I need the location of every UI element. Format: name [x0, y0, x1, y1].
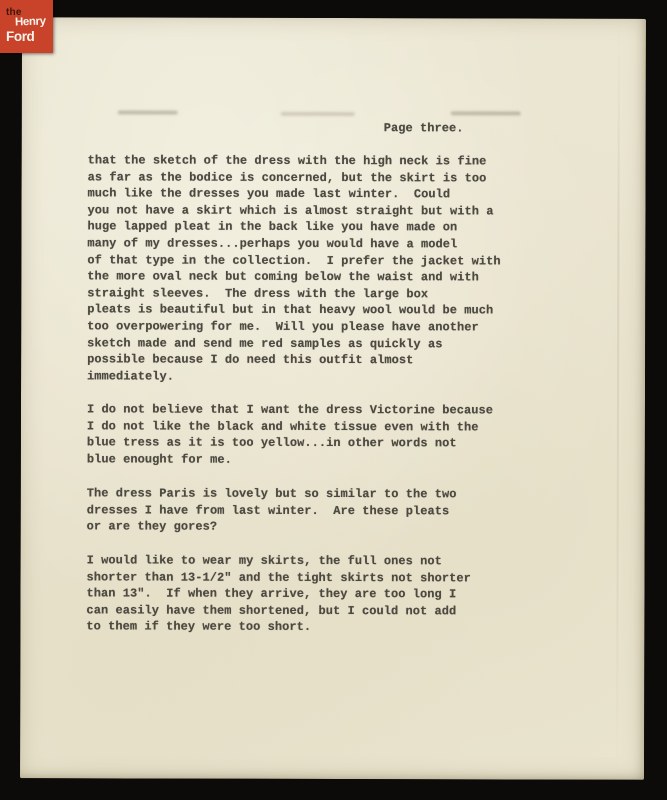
page-number-label: Page three. [383, 121, 464, 136]
logo-text-henry: Henry [14, 15, 46, 29]
logo-text-the: the [6, 7, 22, 18]
logo-text-ford: Ford [6, 29, 35, 44]
henry-ford-logo [0, 0, 53, 53]
letter-paragraph-1: that the sketch of the dress with the high neck is fine as far as the bodice is concerned, but the skirt is too much like the dresses you made last winter. Could you not have a skirt which is almost straight but with a huge lapped pleat in the back like you have made on many of my dresses...perhaps you would have a model of that type in the collection. I prefer the jacket with the more oval neck but coming below the waist and with straight sleeves. The dress with the large box pleats is beautiful but in that heavy wool would be much too overpowering for me. Will you please have another sketch made and send me red samples as quickly as possible because I do need this outfit almost immediately. [87, 153, 501, 384]
paper-crease [616, 19, 620, 780]
letter-paragraph-2: I do not believe that I want the dress Victorine because I do not like the black and white tissue even with the blue tress as it is too yellow...in other words not blue enought for me. [86, 402, 494, 467]
letter-paragraph-3: The dress Paris is lovely but so similar to the two dresses I have from last winter. Are these pleats or are they gores? [86, 486, 457, 534]
typed-smudge-mark [118, 110, 178, 114]
typed-smudge-mark [281, 112, 355, 116]
typed-smudge-mark [451, 111, 521, 115]
letter-paragraph-4: I would like to wear my skirts, the full ones not shorter than 13-1/2" and the tight skirts not shorter than 13". If when they arrive, they are too long I can easily have them shortened, but I could not add to them if they were too short. [86, 553, 471, 635]
letter-page [20, 17, 646, 780]
